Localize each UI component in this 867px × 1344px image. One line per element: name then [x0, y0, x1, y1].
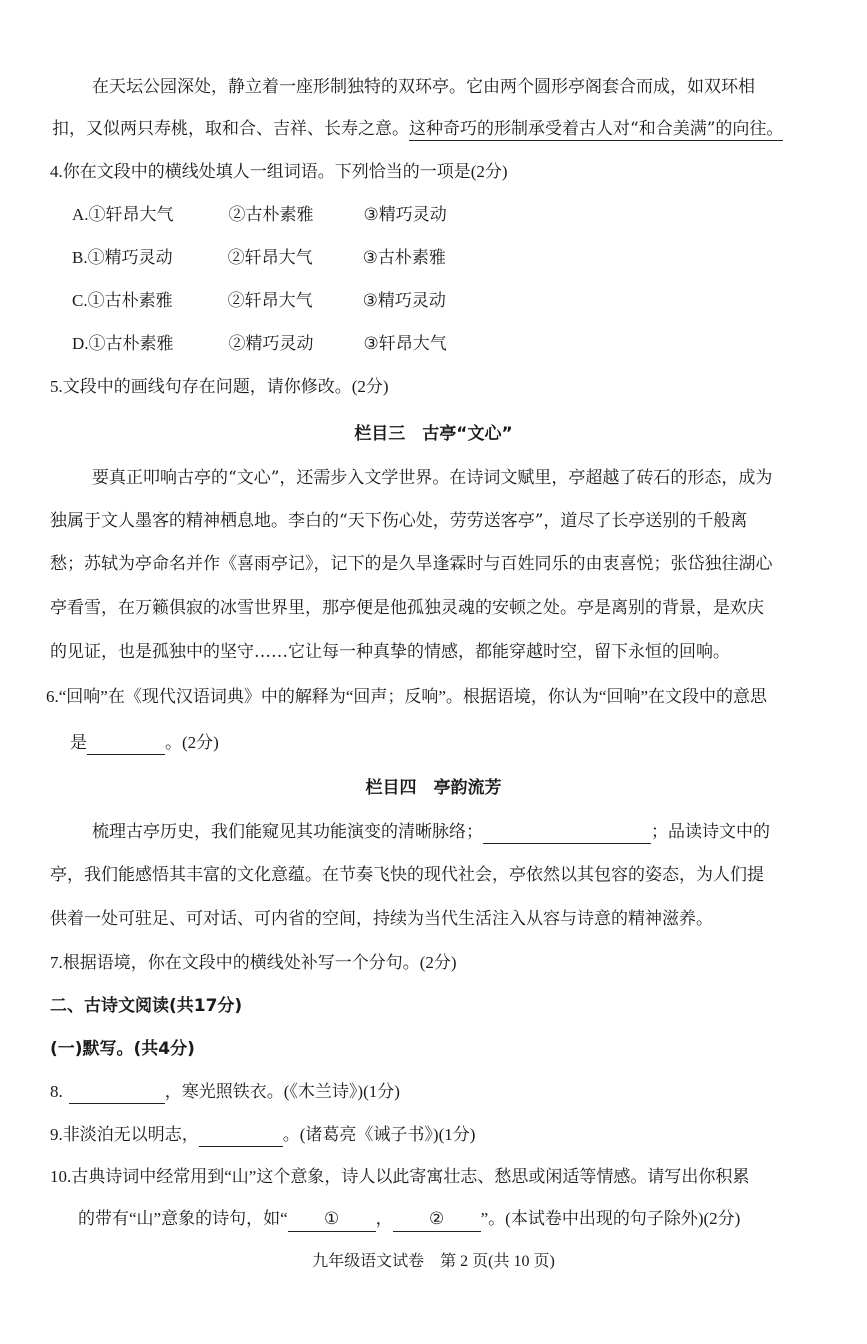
option-item: ①古朴素雅: [87, 291, 173, 310]
option-label: A.: [72, 205, 89, 224]
question-4-stem: 4.你在文段中的横线处填人一组词语。下列恰当的一项是(2分): [50, 162, 508, 181]
option-item: ②轩昂大气: [227, 248, 313, 267]
passage1-line2: [52, 117, 783, 141]
answer-blank[interactable]: [483, 825, 651, 844]
question-10-pre: 的带有“山”意象的诗句，如“: [78, 1209, 288, 1228]
question-4-option-a[interactable]: [72, 203, 447, 227]
section-4-line3: 供着一处可驻足、可对话、可内省的空间，持续为当代生活注入从容与诗意的精神滋养。: [50, 909, 713, 929]
question-4-option-d[interactable]: [72, 332, 447, 356]
passage1-line1: 在天坛公园深处，静立着一座形制独特的双环亭。它由两个圆形亭阁套合而成，如双环相: [92, 77, 755, 97]
section-4-line1-post: ；品读诗文中的: [651, 822, 770, 842]
section-4-line1-pre: 梳理古亭历史，我们能窥见其功能演变的清晰脉络；: [92, 822, 483, 842]
question-4-option-b[interactable]: [72, 246, 446, 270]
question-10-comma: ，: [375, 1209, 393, 1228]
answer-blank[interactable]: [69, 1085, 165, 1104]
option-item: ①古朴素雅: [88, 334, 174, 353]
question-6-line2: [70, 731, 219, 755]
answer-blank-2[interactable]: ②: [393, 1207, 481, 1232]
section-3-line: 的见证，也是孤独中的坚守……它让每一种真挚的情感，都能穿越时空，留下永恒的回响。: [50, 642, 730, 662]
question-9-pre: 9.非淡泊无以明志，: [50, 1125, 199, 1144]
answer-blank[interactable]: [199, 1128, 283, 1147]
underlined-sentence: 这种奇巧的形制承受着古人对“和合美满”的向往。: [409, 119, 784, 139]
option-item: ②古朴素雅: [228, 205, 314, 224]
question-7: 7.根据语境，你在文段中的横线处补写一个分句。(2分): [50, 953, 457, 972]
section-3-line: 愁；苏轼为亭命名并作《喜雨亭记》，记下的是久旱逢霖时与百姓同乐的由衷喜悦；张岱独往湖心: [50, 554, 773, 574]
question-8-number: 8.: [50, 1082, 63, 1101]
passage1-line2-plain: 扣，又似两只寿桃，取和合、吉祥、长寿之意。: [52, 119, 409, 139]
option-item: ②精巧灵动: [228, 334, 314, 353]
question-5: 5.文段中的画线句存在问题，请你修改。(2分): [50, 377, 389, 396]
option-label: D.: [72, 334, 89, 353]
question-4-option-c[interactable]: [72, 289, 446, 313]
answer-blank-1[interactable]: ①: [288, 1207, 376, 1232]
section-3-title: 栏目三 古亭“文心”: [354, 424, 513, 444]
section-3-line: 亭看雪，在万籁俱寂的冰雪世界里，那亭便是他孤独灵魂的安顿之处。亭是离别的背景，是欢庆: [50, 598, 764, 618]
option-label: C.: [72, 291, 88, 310]
option-item: ③精巧灵动: [363, 205, 447, 224]
section-3-line: 要真正叩响古亭的“文心”，还需步入文学世界。在诗词文赋里，亭超越了砖石的形态，成为: [92, 468, 773, 488]
option-item: ③古朴素雅: [362, 248, 446, 267]
section-4-line2: 亭，我们能感悟其丰富的文化意蕴。在节奏飞快的现代社会，亭依然以其包容的姿态，为人们提: [50, 865, 764, 885]
option-item: ①精巧灵动: [87, 248, 173, 267]
question-8: [50, 1080, 400, 1104]
part-2-title: 二、古诗文阅读(共17分): [50, 996, 243, 1016]
part-2-subtitle: (一)默写。(共4分): [50, 1039, 195, 1059]
question-9-post: 。(诸葛亮《诫子书》)(1分): [282, 1125, 476, 1144]
page-footer: 九年级语文试卷 第 2 页(共 10 页): [312, 1253, 555, 1270]
question-10-line2: [78, 1207, 740, 1232]
question-6-prefix: 是: [70, 733, 87, 752]
option-item: ①轩昂大气: [88, 205, 174, 224]
section-3-line: 独属于文人墨客的精神栖息地。李白的“天下伤心处，劳劳送客亭”，道尽了长亭送别的千般离: [50, 511, 748, 531]
answer-blank[interactable]: [87, 736, 165, 755]
option-item: ③轩昂大气: [363, 334, 447, 353]
section-4-line1: [92, 820, 770, 844]
question-6-suffix: 。(2分): [165, 733, 219, 752]
question-10-post: ”。(本试卷中出现的句子除外)(2分): [480, 1209, 741, 1228]
option-label: B.: [72, 248, 88, 267]
question-6-line1: 6.“回响”在《现代汉语词典》中的解释为“回声；反响”。根据语境，你认为“回响”在文段中的意思: [46, 687, 768, 706]
option-item: ②轩昂大气: [227, 291, 313, 310]
question-8-text: ，寒光照铁衣。(《木兰诗》)(1分): [164, 1082, 400, 1101]
option-item: ③精巧灵动: [362, 291, 446, 310]
question-10-line1: 10.古典诗词中经常用到“山”这个意象，诗人以此寄寓壮志、愁思或闲适等情感。请写出你积累: [50, 1167, 750, 1186]
question-9: [50, 1123, 475, 1147]
section-4-title: 栏目四 亭韵流芳: [365, 778, 502, 798]
